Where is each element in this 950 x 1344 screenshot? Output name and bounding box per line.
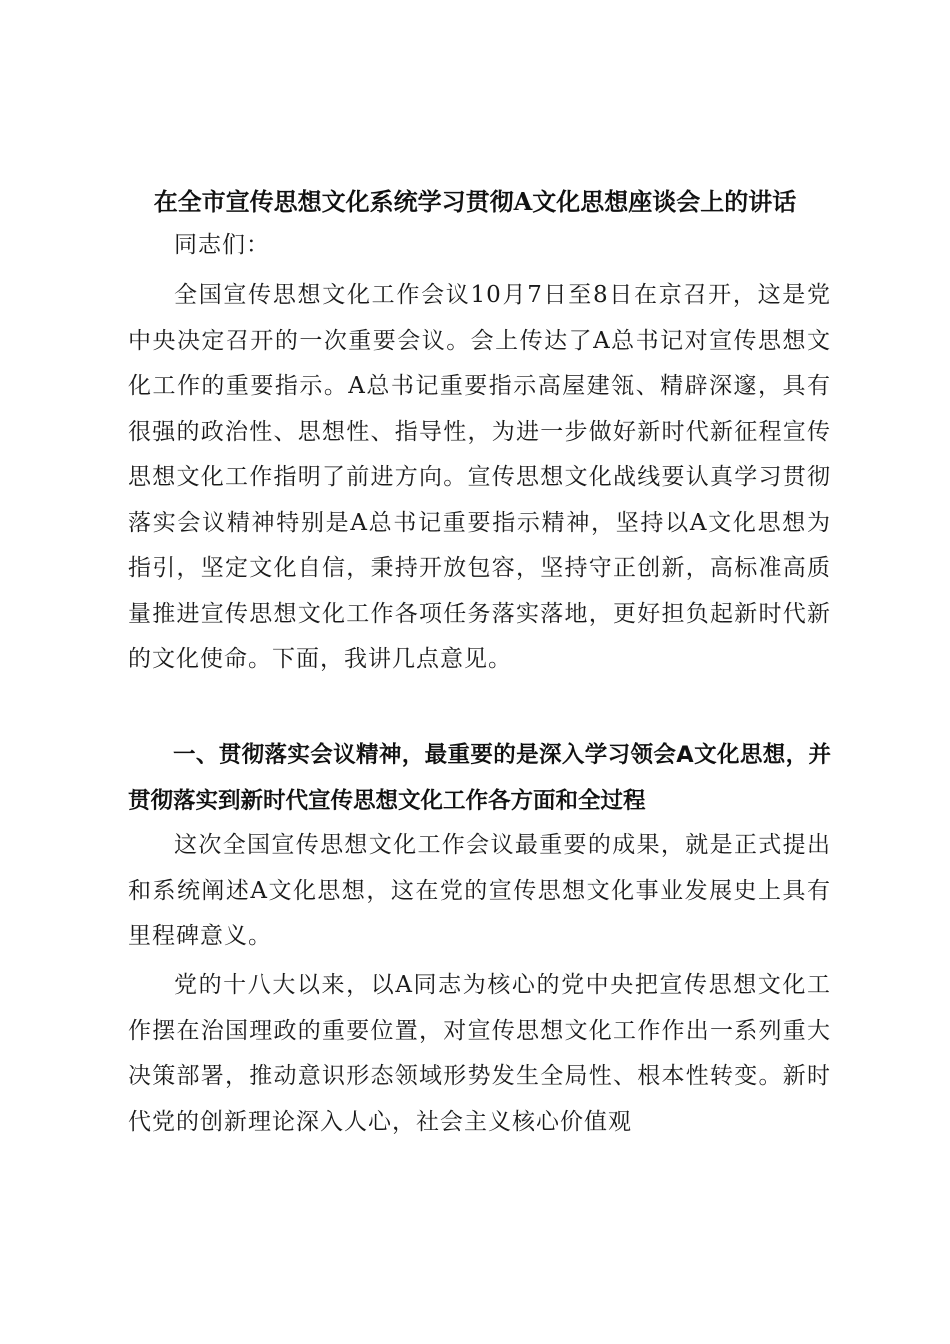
body-paragraph: 党的十八大以来，以A同志为核心的党中央把宣传思想文化工作摆在治国理政的重要位置，对宣传思想文化工作作出一系列重大决策部署，推动意识形态领域形势发生全局性、根本性转变。新时代党的创新理论深入人心，社会主义核心价值观 (128, 972, 831, 1135)
document-title: 在全市宣传思想文化系统学习贯彻A文化思想座谈会上的讲话 (153, 187, 797, 216)
body-paragraph: 全国宣传思想文化工作会议10月7日至8日在京召开，这是党中央决定召开的一次重要会议。会上传达了A总书记对宣传思想文化工作的重要指示。A总书记重要指示高屋建瓴、精辟深邃，具有很强的政治性、思想性、指导性，为进一步做好新时代新征程宣传思想文化工作指明了前进方向。宣传思想文化战线要认真学习贯彻落实会议精神特别是A总书记重要指示精神，坚持以A文化思想为指引，坚定文化自信，秉持开放包容，坚持守正创新，高标准高质量推进宣传思想文化工作各项任务落实落地，更好担负起新时代新的文化使命。下面，我讲几点意见。 (128, 282, 831, 672)
salutation: 同志们： (174, 232, 270, 258)
section-heading: 一、贯彻落实会议精神，最重要的是深入学习领会A文化思想，并贯彻落实到新时代宣传思想文化工作各方面和全过程 (128, 742, 831, 814)
body-paragraph: 这次全国宣传思想文化工作会议最重要的成果，就是正式提出和系统阐述A文化思想，这在党的宣传思想文化事业发展史上具有里程碑意义。 (128, 832, 831, 949)
